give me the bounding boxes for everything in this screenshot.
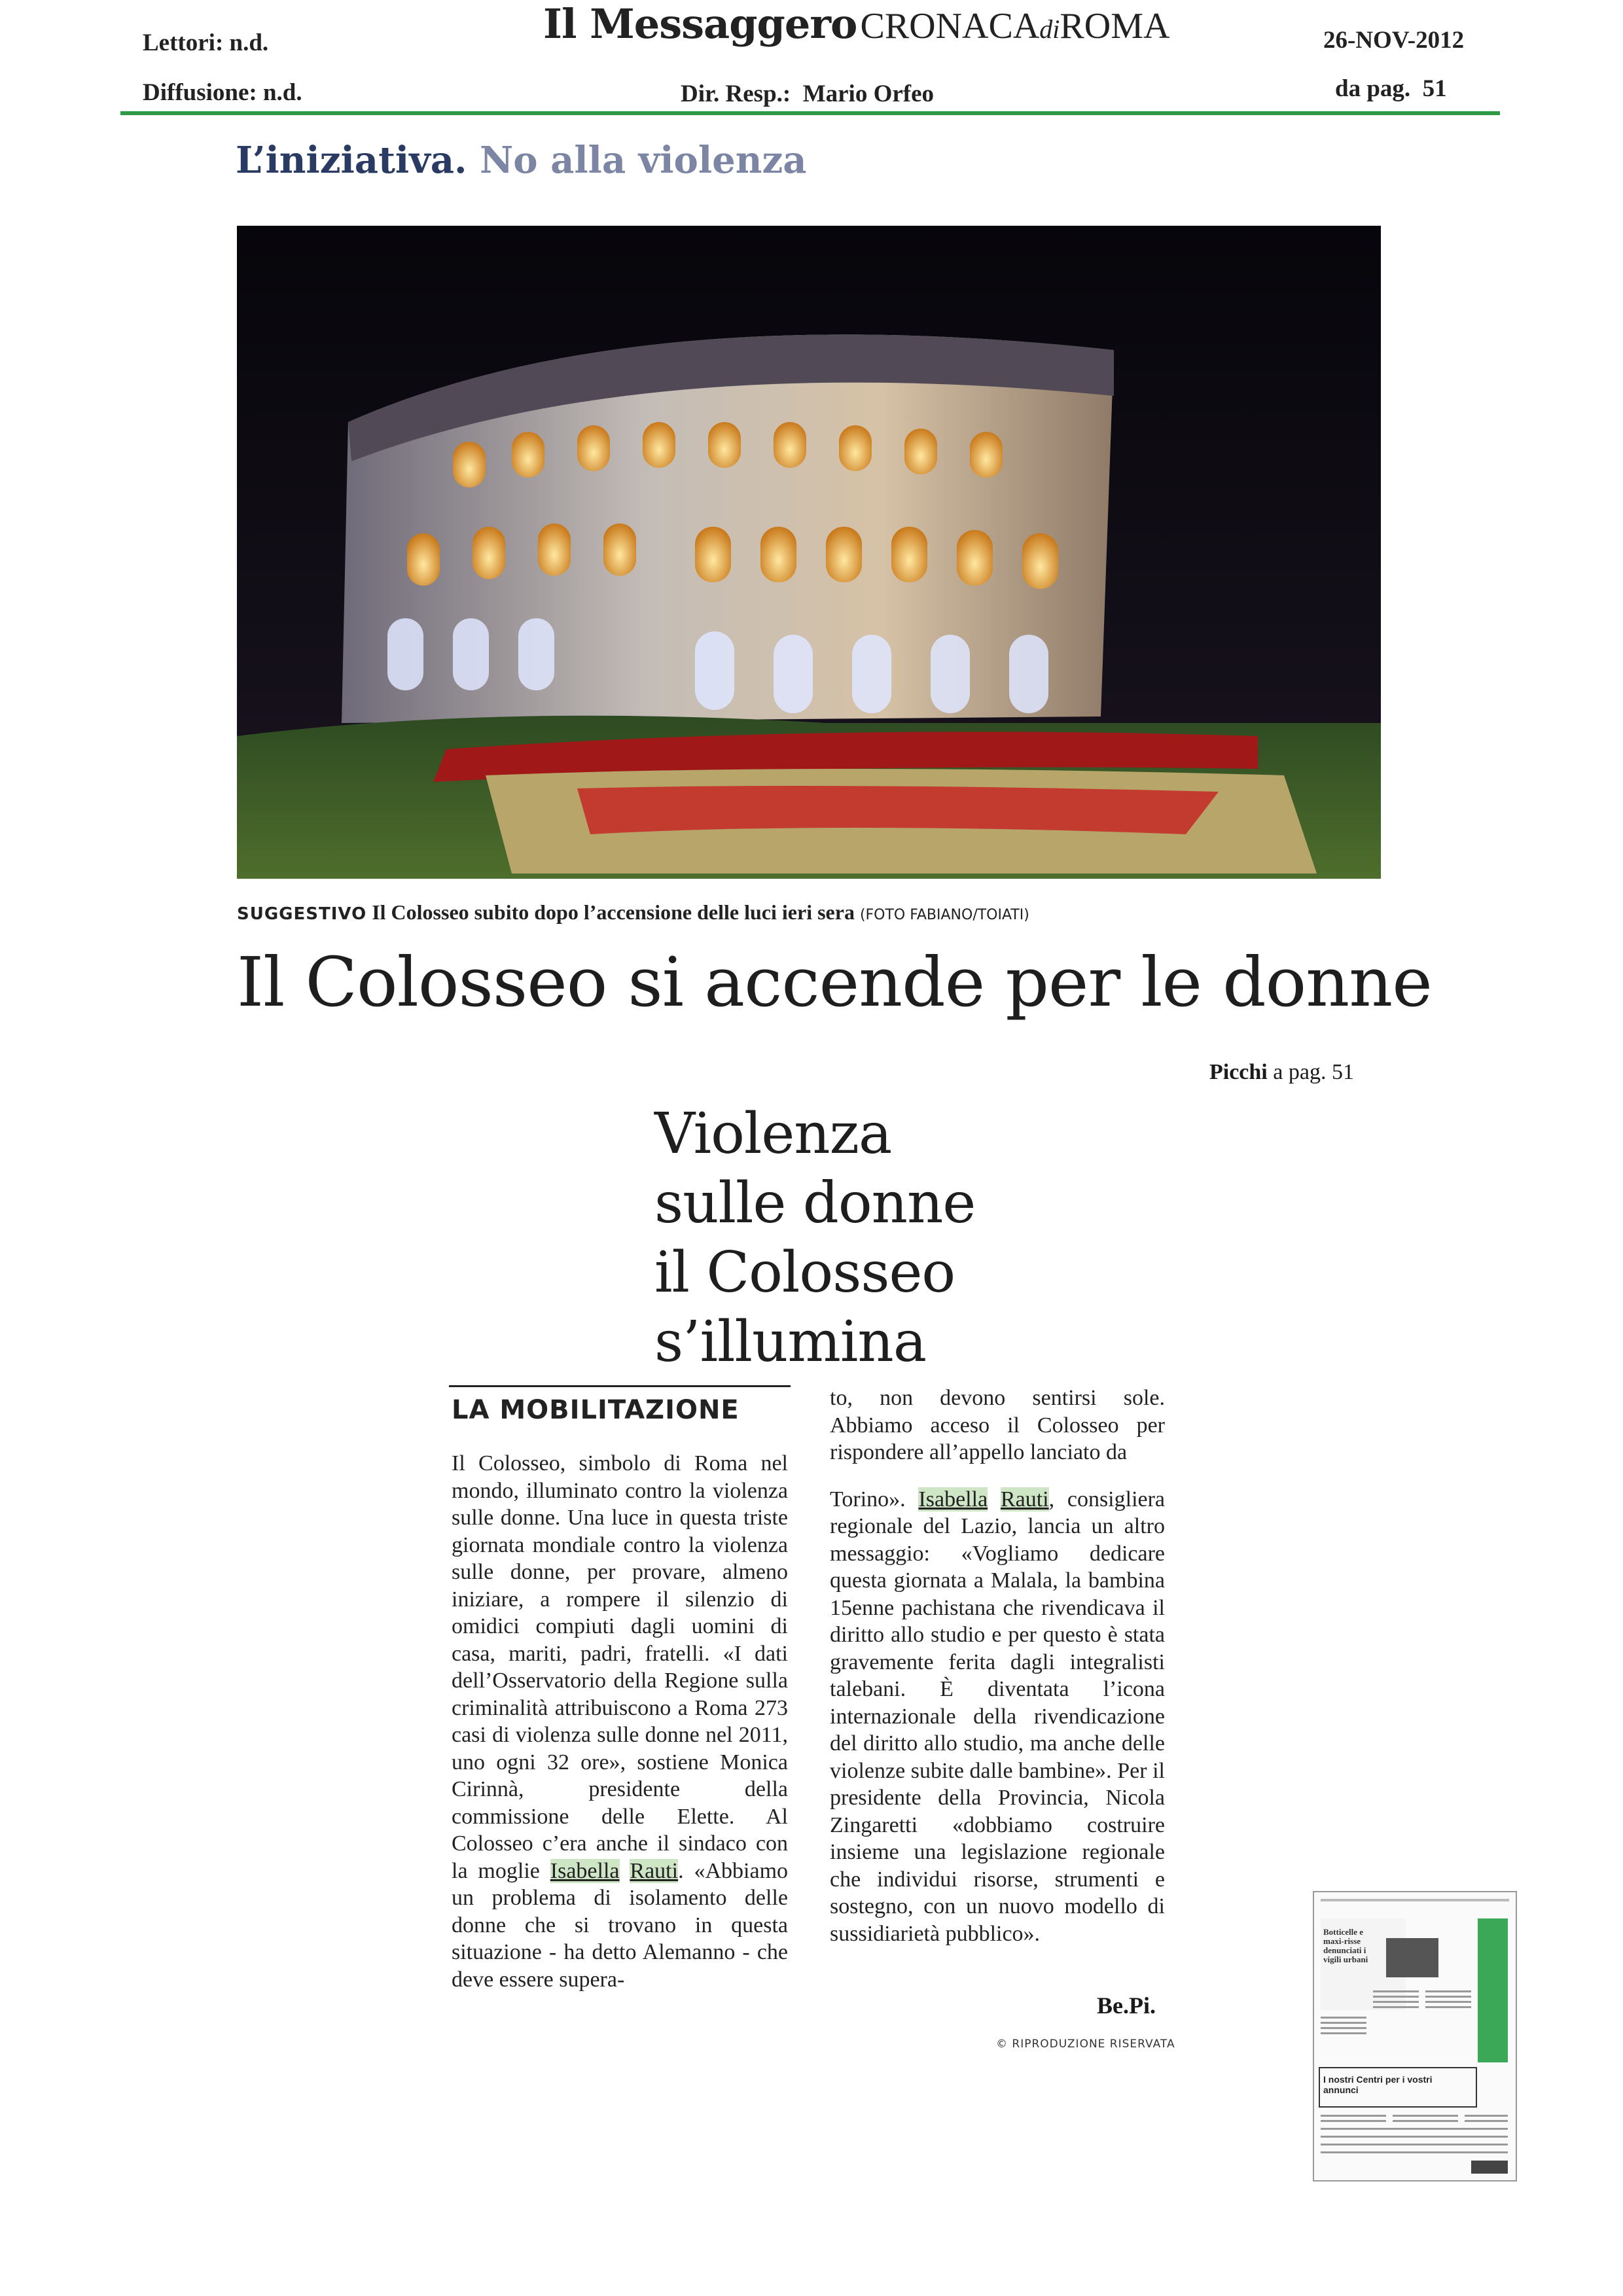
column-1-text-continued: . «Abbiamo un problema di isolamento delle donne che si trovano in questa situazione - ha detto Alemanno - che deve essere supera- xyxy=(452,1858,789,1992)
reference-page: a pag. 51 xyxy=(1273,1060,1354,1084)
highlight-last-name: Rauti xyxy=(630,1858,679,1883)
column-2-text-continued: , consigliera regionale del Lazio, lancia un altro messaggio: «Vogliamo dedicare questa giornata a Malala, la bambina 15enne pachistana che rivendicava il diritto allo studio e per questo è stata gravemente ferita dagli integralisti talebani. È diventata l’icona internazionale della rivendicazione del diritto allo studio, ma anche delle violenze subite dalle bambine». Per il presidente della Provincia, Nicola Zingaretti «dobbiamo costruire insieme una legislazione regionale che individui risorse, strumenti e sostegno, con un nuovo modello di sussidiarietà pubblico». xyxy=(830,1487,1166,1946)
page-reference xyxy=(1209,1060,1354,1085)
date: 26-NOV-2012 xyxy=(1323,27,1465,54)
masthead-city: ROMA xyxy=(1060,6,1170,46)
masthead-section: CRONACA xyxy=(860,6,1040,46)
kicker-sub: No alla violenza xyxy=(480,139,807,182)
article-column-2 xyxy=(830,1385,1165,1947)
highlight-first-name: Isabella xyxy=(550,1858,620,1883)
section-rule xyxy=(449,1385,791,1387)
page-ref: da pag. 51 xyxy=(1335,75,1447,102)
colosseum-photo xyxy=(237,226,1381,879)
highlight-first-name-2: Isabella xyxy=(918,1487,988,1511)
copyright-notice: © RIPRODUZIONE RISERVATA xyxy=(996,2038,1175,2051)
reference-author: Picchi xyxy=(1209,1060,1268,1084)
masthead-di: di xyxy=(1039,14,1060,44)
subhead-line: sulle donne xyxy=(654,1171,976,1236)
masthead-name: Il Messaggero xyxy=(543,0,857,48)
kicker-main: L’iniziativa. xyxy=(236,139,467,182)
editor-info: Dir. Resp.: Mario Orfeo xyxy=(681,80,935,107)
thumbnail-box-text: I nostri Centri per i vostri annunci xyxy=(1323,2074,1433,2095)
header-rule xyxy=(120,111,1500,115)
kicker xyxy=(236,139,807,182)
article-column-1 xyxy=(452,1450,788,1993)
subhead-line: Violenza xyxy=(654,1101,892,1167)
caption-credit: (FOTO FABIANO/TOIATI) xyxy=(859,907,1029,923)
column-2-text: to, non devono sentirsi sole. Abbiamo acceso il Colosseo per rispondere all’appello lanciato da xyxy=(830,1386,1165,1464)
caption-text: Il Colosseo subito dopo l’accensione delle luci ieri sera xyxy=(372,900,855,924)
article-subhead xyxy=(654,1099,975,1377)
column-2-quote-end: Torino». xyxy=(830,1487,906,1511)
photo-caption xyxy=(237,900,1029,925)
readers-info: Lettori: n.d. xyxy=(143,29,269,56)
highlight-last-name-2: Rauti xyxy=(1000,1487,1049,1511)
column-1-text: Il Colosseo, simbolo di Roma nel mondo, illuminato contro la violenza sulle donne. Una luce in questa triste giornata mondiale contro la violenza sulle donne, per provare, almeno iniziare, a rompere il silenzio di omidici compiuti dagli uomini di casa, mariti, padri, fratelli. «I dati dell’Osservatorio della Regione sulla criminalità attribuiscono a Roma 273 casi di violenza sulle donne nel 2011, uno ogni 32 ore», sostiene Monica Cirinnà, presidente della commissione delle Elette. Al Colosseo c’era anche il sindaco con la moglie xyxy=(452,1451,788,1883)
headline: Il Colosseo si accende per le donne xyxy=(237,942,1432,1022)
colosseum-illustration xyxy=(237,226,1381,879)
caption-kicker: SUGGESTIVO xyxy=(237,904,367,924)
subhead-line: s’illumina xyxy=(654,1309,927,1375)
section-label: LA MOBILITAZIONE xyxy=(452,1395,740,1425)
article-signature: Be.Pi. xyxy=(1097,1992,1156,2019)
subhead-line: il Colosseo xyxy=(654,1240,955,1305)
masthead xyxy=(543,0,1169,48)
circulation-info: Diffusione: n.d. xyxy=(143,79,302,106)
thumbnail-headline: Botticelle e maxi-risse denunciati i vigili urbani xyxy=(1323,1927,1368,1964)
page-thumbnail xyxy=(1313,1891,1517,2181)
